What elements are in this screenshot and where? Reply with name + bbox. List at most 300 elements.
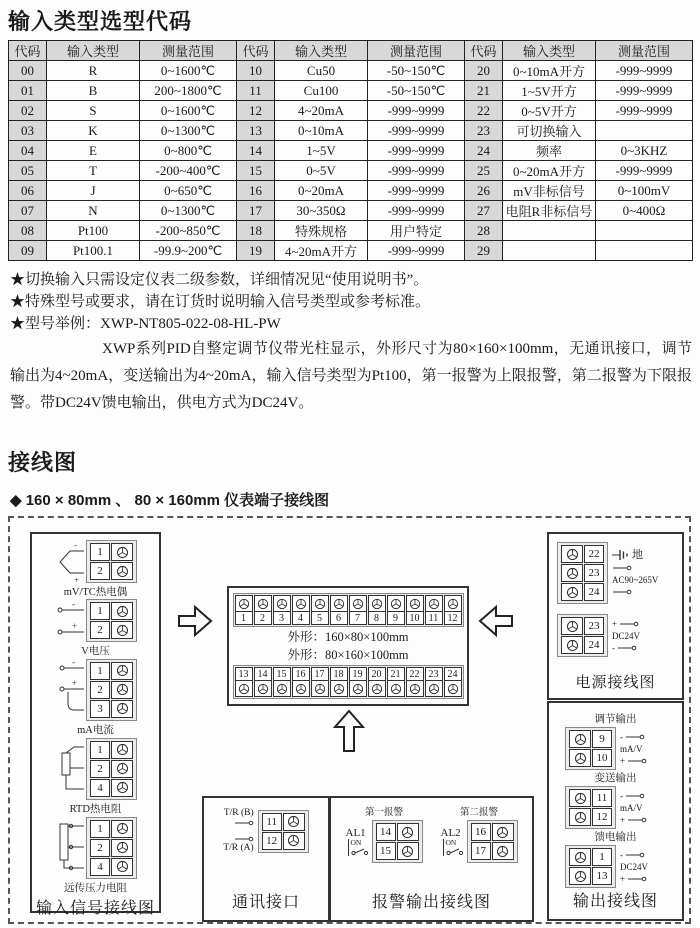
terminal [425, 667, 443, 697]
screw-terminal-icon [574, 752, 587, 765]
table-row [9, 121, 693, 141]
screw-terminal-icon [390, 598, 402, 610]
terminal [292, 667, 310, 697]
input-group-label: V电压 [81, 646, 110, 657]
terminal-number: 1 [592, 848, 612, 866]
output-signal-label: mA/V [620, 802, 643, 813]
terminal-number: 23 [426, 668, 442, 681]
code-cell: 00 [9, 61, 47, 81]
lead-wire-icon [612, 564, 632, 572]
lead-wire-icon [234, 835, 254, 843]
terminal [406, 667, 424, 697]
code-cell: 16 [237, 181, 275, 201]
range-cell: -999~9999 [368, 241, 465, 261]
instrument-terminal-block [227, 586, 469, 706]
terminal [376, 823, 419, 841]
range-cell [596, 221, 693, 241]
terminal [90, 681, 133, 699]
terminal [561, 617, 604, 635]
code-cell: 22 [465, 101, 503, 121]
terminal-number: 1 [90, 820, 110, 838]
range-cell [596, 241, 693, 261]
comm-content [223, 808, 308, 854]
screw-terminal-icon [428, 598, 440, 610]
code-cell: 06 [9, 181, 47, 201]
code-cell: 23 [465, 121, 503, 141]
range-cell: -999~9999 [368, 141, 465, 161]
terminal-number: 2 [90, 839, 110, 857]
input-signal-groups [54, 540, 137, 895]
arrow-right-icon [176, 604, 214, 638]
code-cell: 21 [465, 81, 503, 101]
table-row [9, 161, 693, 181]
terminal-number: 16 [293, 668, 309, 681]
terminal [90, 602, 133, 620]
screw-terminal-icon [238, 598, 250, 610]
note-line: ★特殊型号或要求，请在订货时说明输入信号类型或参考标准。 [10, 294, 431, 310]
type-cell: 4~20mA开方 [275, 241, 368, 261]
terminal-number: 1 [90, 662, 110, 680]
type-cell: S [47, 101, 140, 121]
screw-terminal-icon [409, 598, 421, 610]
screw-terminal-icon [116, 546, 129, 559]
notes-block [10, 269, 692, 335]
terminal-block [565, 786, 616, 829]
terminal-number: 8 [369, 611, 385, 624]
terminal [569, 848, 612, 866]
input-group-label: mA电流 [77, 725, 114, 736]
screw-terminal-icon [116, 702, 129, 715]
code-cell: 19 [237, 241, 275, 261]
header-cell: 代码 [9, 41, 47, 61]
type-cell: 频率 [503, 141, 596, 161]
output-group-title: 馈电输出 [594, 832, 637, 843]
type-cell: E [47, 141, 140, 161]
code-cell: 25 [465, 161, 503, 181]
earth-ground-icon [612, 549, 630, 561]
code-cell: 10 [237, 61, 275, 81]
range-cell [596, 121, 693, 141]
code-cell: 24 [465, 141, 503, 161]
code-cell: 15 [237, 161, 275, 181]
terminal [90, 562, 133, 580]
switch-contact-icon [351, 847, 369, 856]
power-box-label: 电源接线图 [575, 675, 656, 691]
range-cell: 200~1800℃ [140, 81, 237, 101]
terminal-block [565, 845, 616, 888]
alarm-contact-icon [348, 839, 369, 856]
alarm-contact-icon [443, 839, 464, 856]
range-cell: -999~9999 [596, 81, 693, 101]
terminal-number: 23 [584, 564, 604, 582]
type-cell: R [47, 61, 140, 81]
screw-terminal-icon [566, 567, 579, 580]
table-row [9, 101, 693, 121]
terminal-number: 14 [255, 668, 271, 681]
screw-terminal-icon [116, 664, 129, 677]
code-cell: 03 [9, 121, 47, 141]
header-cell: 代码 [237, 41, 275, 61]
section2-title: 接线图 [8, 450, 78, 475]
range-cell: 0~650℃ [140, 181, 237, 201]
range-cell: -999~9999 [596, 61, 693, 81]
type-cell: 0~20mA开方 [503, 161, 596, 181]
terminal-number: 10 [592, 749, 612, 767]
comm-line-label: T/R (A) [223, 843, 254, 853]
input-group [54, 540, 137, 599]
header-cell: 代码 [465, 41, 503, 61]
range-cell: -999~9999 [368, 161, 465, 181]
terminal-number: 11 [592, 789, 612, 807]
svg-text:+: + [72, 620, 78, 631]
code-cell: 29 [465, 241, 503, 261]
communication-box [202, 796, 330, 922]
terminal [444, 667, 462, 697]
output-group-title: 变送输出 [594, 773, 637, 784]
terminal-block [467, 820, 518, 863]
type-cell: N [47, 201, 140, 221]
alarm-groups [346, 804, 518, 863]
input-box-label: 输入信号接线图 [35, 900, 155, 917]
terminal [311, 667, 329, 697]
screw-terminal-icon [371, 683, 383, 695]
terminal [262, 813, 305, 831]
code-cell: 17 [237, 201, 275, 221]
range-cell: 0~1300℃ [140, 201, 237, 221]
screw-terminal-icon [566, 548, 579, 561]
terminal-block [557, 542, 608, 604]
code-cell: 13 [237, 121, 275, 141]
terminal [273, 667, 291, 697]
terminal [330, 595, 348, 625]
screw-terminal-icon [574, 811, 587, 824]
range-cell: -99.9~200℃ [140, 241, 237, 261]
type-cell: 1~5V [275, 141, 368, 161]
screw-terminal-icon [116, 841, 129, 854]
terminal [292, 595, 310, 625]
terminal-number: 24 [445, 668, 461, 681]
lead-wire-icon [612, 588, 632, 596]
terminal-number: 1 [236, 611, 252, 624]
range-cell: -200~850℃ [140, 221, 237, 241]
terminal-strip [233, 593, 464, 627]
range-cell: 0~3KHZ [596, 141, 693, 161]
terminal [90, 839, 133, 857]
terminal-number: 15 [376, 842, 396, 860]
terminal-number: 1 [90, 741, 110, 759]
terminal [561, 636, 604, 654]
alarm-name: AL2 [440, 827, 461, 839]
code-cell: 26 [465, 181, 503, 201]
range-cell: -999~9999 [368, 101, 465, 121]
screw-terminal-icon [295, 683, 307, 695]
output-content [565, 711, 666, 888]
ground-label: 地 [632, 548, 643, 561]
terminal [569, 789, 612, 807]
header-cell: 测量范围 [368, 41, 465, 61]
terminal-number: 20 [369, 668, 385, 681]
input-group-label: RTD热电阻 [69, 804, 122, 815]
terminal-number: 21 [388, 668, 404, 681]
terminal [262, 832, 305, 850]
screw-terminal-icon [352, 683, 364, 695]
top-terminal-strip-slot [233, 593, 464, 627]
terminal-number: 9 [388, 611, 404, 624]
terminal [425, 595, 443, 625]
lead-wire-icon [627, 875, 647, 883]
screw-terminal-icon [238, 683, 250, 695]
code-cell: 09 [9, 241, 47, 261]
screw-terminal-icon [352, 598, 364, 610]
terminal-number: 11 [262, 813, 282, 831]
terminal-number: 12 [445, 611, 461, 624]
screw-terminal-icon [116, 565, 129, 578]
lead-wire-icon [234, 819, 254, 827]
code-cell: 04 [9, 141, 47, 161]
svg-text:-: - [74, 540, 77, 550]
screw-terminal-icon [566, 620, 579, 633]
screw-terminal-icon [287, 834, 300, 847]
terminal-strip [233, 665, 464, 699]
terminal [368, 595, 386, 625]
input-group [54, 737, 137, 816]
lead-wire-icon [627, 816, 647, 824]
screw-terminal-icon [295, 598, 307, 610]
terminal [273, 595, 291, 625]
screw-terminal-icon [257, 683, 269, 695]
screw-terminal-icon [496, 826, 509, 839]
alarm-output-box [329, 796, 534, 922]
terminal-number: 5 [312, 611, 328, 624]
screw-terminal-icon [116, 605, 129, 618]
terminal [90, 741, 133, 759]
terminal-block [86, 599, 137, 642]
terminal-number: 22 [584, 545, 604, 563]
terminal [569, 867, 612, 885]
terminal [471, 842, 514, 860]
terminal [569, 808, 612, 826]
code-cell: 28 [465, 221, 503, 241]
screw-terminal-icon [401, 826, 414, 839]
screw-terminal-icon [116, 860, 129, 873]
pressure-symbol-icon [54, 816, 86, 879]
range-cell: 0~1600℃ [140, 61, 237, 81]
terminal-number: 11 [426, 611, 442, 624]
range-cell: 0~800℃ [140, 141, 237, 161]
range-cell: 0~1600℃ [140, 101, 237, 121]
terminal [569, 749, 612, 767]
input-group [54, 599, 137, 658]
terminal [349, 667, 367, 697]
svg-text:+: + [72, 678, 78, 688]
type-cell: mV非标信号 [503, 181, 596, 201]
rtd-symbol-icon [54, 737, 86, 800]
alarm-name: AL1 [345, 827, 366, 839]
type-cell: K [47, 121, 140, 141]
terminal-number: 2 [90, 562, 110, 580]
code-cell: 05 [9, 161, 47, 181]
lead-wire-icon [617, 644, 637, 652]
comm-box-label: 通讯接口 [231, 894, 300, 911]
svg-text:-: - [72, 658, 75, 667]
range-cell: 0~100mV [596, 181, 693, 201]
terminal-number: 2 [90, 681, 110, 699]
type-cell: Cu100 [275, 81, 368, 101]
terminal [561, 545, 604, 563]
model-example-paragraph: XWP系列PID自整定调节仪带光柱显示，外形尺寸为80×160×100mm，无通讯接口，调节输出为4~20mA，变送输出为4~20mA，输入信号类型为Pt100，第一报警为上限报警，第二报警为下限报警。带DC24V馈电输出，供电方式为DC24V。 [10, 341, 692, 411]
input-type-code-table [8, 40, 693, 261]
terminal-number: 3 [274, 611, 290, 624]
dimension-line: 外形：160×80×100mm [287, 630, 409, 644]
terminal [254, 667, 272, 697]
screw-terminal-icon [116, 781, 129, 794]
type-cell: 4~20mA [275, 101, 368, 121]
output-box-label: 输出接线图 [572, 893, 658, 910]
input-group [54, 816, 137, 895]
output-group: 馈电输出 1 13 - DC24V + [565, 829, 666, 888]
range-cell: -999~9999 [368, 121, 465, 141]
output-group-title: 调节输出 [594, 714, 637, 725]
terminal [561, 564, 604, 582]
type-cell [503, 241, 596, 261]
range-cell: -50~150℃ [368, 81, 465, 101]
alarm-box-label: 报警输出接线图 [371, 894, 491, 911]
alarm-group [346, 804, 423, 863]
output-group: 调节输出 9 10 - mA/V + [565, 711, 666, 770]
screw-terminal-icon [333, 598, 345, 610]
screw-terminal-icon [390, 683, 402, 695]
type-cell: 1~5V开方 [503, 81, 596, 101]
switch-contact-icon [446, 847, 464, 856]
table-row [9, 141, 693, 161]
screw-terminal-icon [401, 845, 414, 858]
section1-title: 输入类型选型代码 [8, 9, 193, 34]
terminal-number: 13 [592, 867, 612, 885]
screw-terminal-icon [409, 683, 421, 695]
power-wiring-box [547, 532, 684, 700]
terminal [90, 820, 133, 838]
terminal-block [86, 817, 137, 879]
screw-terminal-icon [574, 792, 587, 805]
code-cell: 14 [237, 141, 275, 161]
terminal [330, 667, 348, 697]
terminal-block [565, 727, 616, 770]
ac-range-label: AC90~265V [612, 574, 659, 585]
code-cell: 18 [237, 221, 275, 241]
terminal [90, 621, 133, 639]
terminal [235, 595, 253, 625]
terminal [90, 760, 133, 778]
comm-line-label: T/R (B) [223, 808, 254, 818]
tc-symbol-icon [54, 541, 86, 583]
terminal-block [258, 810, 309, 853]
alarm-group [441, 804, 518, 863]
dc-label: DC24V [612, 630, 641, 641]
screw-terminal-icon [574, 851, 587, 864]
screw-terminal-icon [116, 743, 129, 756]
terminal-number: 2 [90, 621, 110, 639]
code-cell: 02 [9, 101, 47, 121]
screw-terminal-icon [116, 822, 129, 835]
screw-terminal-icon [276, 598, 288, 610]
terminal-number: 1 [90, 543, 110, 561]
screw-terminal-icon [116, 762, 129, 775]
table-row [9, 181, 693, 201]
alarm-on-label: ON [350, 838, 362, 847]
screw-terminal-icon [287, 815, 300, 828]
terminal [471, 823, 514, 841]
screw-terminal-icon [276, 683, 288, 695]
terminal [90, 700, 133, 718]
alarm-on-label: ON [445, 838, 457, 847]
terminal-number: 6 [331, 611, 347, 624]
lead-wire-icon [625, 851, 645, 859]
code-cell: 20 [465, 61, 503, 81]
range-cell: 0~400Ω [596, 201, 693, 221]
table-row [9, 201, 693, 221]
table-row [9, 241, 693, 261]
alarm-title: 第一报警 [364, 808, 403, 818]
screw-terminal-icon [447, 683, 459, 695]
range-cell: -50~150℃ [368, 61, 465, 81]
range-cell: -200~400℃ [140, 161, 237, 181]
power-content: 22 23 24 地 AC90~265V 23 24 + DC24V - [557, 542, 674, 657]
header-cell: 测量范围 [596, 41, 693, 61]
input-signal-box [30, 532, 161, 917]
terminal-number: 19 [350, 668, 366, 681]
terminal-number: 12 [262, 832, 282, 850]
code-cell: 27 [465, 201, 503, 221]
output-wiring-box [547, 701, 684, 921]
input-group [54, 658, 137, 737]
arrow-up-icon [332, 708, 366, 754]
terminal-number: 1 [90, 602, 110, 620]
range-cell: -999~9999 [596, 101, 693, 121]
bottom-terminal-strip-slot [233, 665, 464, 699]
screw-terminal-icon [428, 683, 440, 695]
screw-terminal-icon [314, 683, 326, 695]
type-cell [503, 221, 596, 241]
lead-wire-icon [625, 792, 645, 800]
screw-terminal-icon [496, 845, 509, 858]
code-cell: 07 [9, 201, 47, 221]
terminal-number: 17 [471, 842, 491, 860]
terminal [376, 842, 419, 860]
terminal-number: 9 [592, 730, 612, 748]
terminal-block [372, 820, 423, 863]
terminal-number: 4 [293, 611, 309, 624]
terminal-number: 18 [331, 668, 347, 681]
terminal-number: 2 [90, 760, 110, 778]
input-type-table-body [9, 41, 693, 261]
terminal [254, 595, 272, 625]
screw-terminal-icon [566, 639, 579, 652]
terminal [368, 667, 386, 697]
screw-terminal-icon [566, 586, 579, 599]
table-row [9, 81, 693, 101]
lead-wire-icon [619, 620, 639, 628]
arrow-left-icon [477, 604, 515, 638]
dimension-lines [287, 628, 408, 664]
header-cell: 输入类型 [275, 41, 368, 61]
screw-terminal-icon [371, 598, 383, 610]
header-cell: 输入类型 [47, 41, 140, 61]
type-cell: 电阻R非标信号 [503, 201, 596, 221]
lead-wire-icon [627, 757, 647, 765]
terminal-number: 24 [584, 636, 604, 654]
terminal-block [86, 738, 137, 800]
input-group-label: 远传压力电阻 [64, 883, 127, 894]
